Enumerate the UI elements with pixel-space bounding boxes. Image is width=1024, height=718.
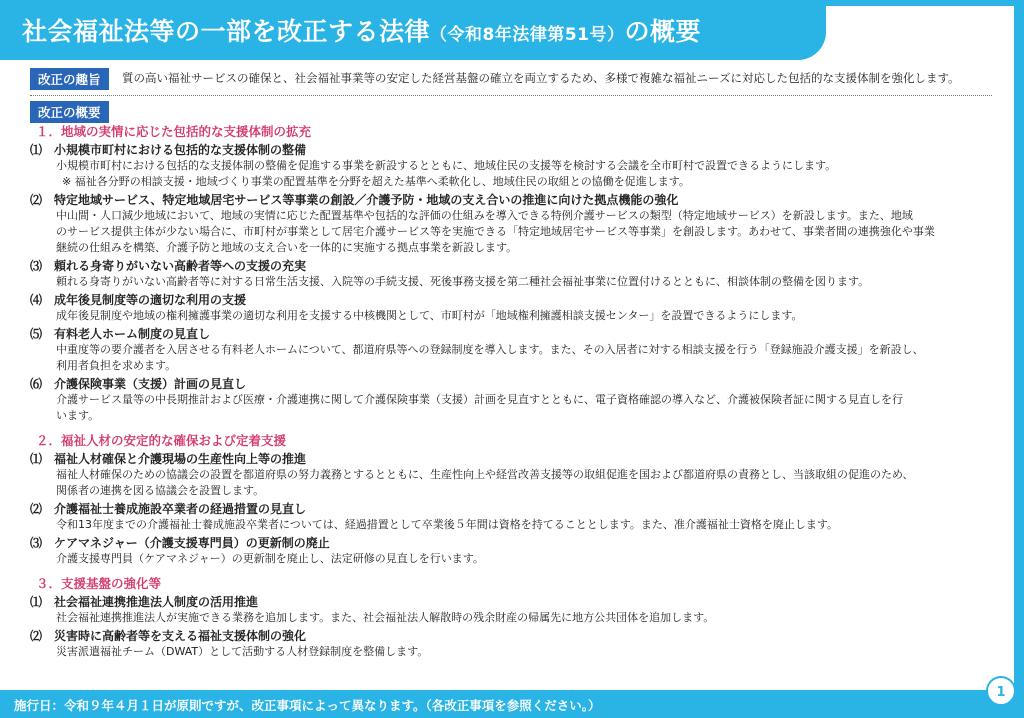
item-heading <box>30 450 1000 467</box>
item-heading <box>30 534 1000 551</box>
page-title <box>22 12 701 48</box>
item-title: 頼れる身寄りがいない高齢者等への支援の充実 <box>54 259 307 273</box>
item-title: 介護保険事業（支援）計画の見直し <box>54 377 247 391</box>
item-heading <box>30 593 1000 610</box>
item-title: 介護福祉士養成施設卒業者の経過措置の見直し <box>54 502 307 516</box>
item-title: 災害時に高齢者等を支える福祉支援体制の強化 <box>54 629 307 643</box>
item-heading <box>30 627 1000 644</box>
title-paren: （令和8年法律第51号） <box>430 25 625 45</box>
item-body-line: のサービス提供主体が少ない場合に、市町村が事業として居宅介護サービス等を実施できる「特定地域居宅サービス等事業」を創設します。あわせて、事業者間の連携強化や事業 <box>56 225 935 238</box>
item-body-line: 福祉人材確保のための協議会の設置を都道府県の努力義務とするとともに、生産性向上や経営改善支援等の取組促進を国および都道府県の責務とし、当該取組の促進のため、 <box>56 468 914 481</box>
item-title: 特定地域サービス、特定地域居宅サービス等事業の創設／介護予防・地域の支え合いの推進に向けた拠点機能の強化 <box>54 193 679 207</box>
item-number: ⑹ <box>30 377 43 391</box>
item-heading <box>30 257 1000 274</box>
item-body-line: 社会福祉連携推進法人が実施できる業務を追加します。また、社会福祉法人解散時の残余財産の帰属先に地方公共団体を追加します。 <box>56 611 715 624</box>
item-body-line: 中山間・人口減少地域において、地域の実情に応じた配置基準や包括的な評価の仕組みを導入できる特例介護サービスの類型（特定地域サービス）を新設します。また、地域 <box>56 209 913 222</box>
item-heading <box>30 141 1000 158</box>
item-body-line: 中重度等の要介護者を入居させる有料老人ホームについて、都道府県等への登録制度を導入します。また、その入居者に対する相談支援を行う「登録施設介護支援」を新設し、 <box>56 343 924 356</box>
item-title: ケアマネジャー（介護支援専門員）の更新制の廃止 <box>54 536 330 550</box>
item-heading <box>30 500 1000 517</box>
item-number: ⑶ <box>30 259 43 273</box>
item-number: ⑴ <box>30 143 43 157</box>
item-number: ⑵ <box>30 502 43 516</box>
item-title: 成年後見制度等の適切な利用の支援 <box>54 293 247 307</box>
item-title: 有料老人ホーム制度の見直し <box>54 327 211 341</box>
purpose-text: 質の高い福祉サービスの確保と、社会福祉事業等の安定した経営基盤の確立を両立するため、多様で複雑な福祉ニーズに対応した包括的な支援体制を強化します。 <box>122 71 960 85</box>
item-number: ⑸ <box>30 327 43 341</box>
item-body-line: 令和13年度までの介護福祉士養成施設卒業者については、経過措置として卒業後５年間は資格を持てることとします。また、准介護福祉士資格を廃止します。 <box>56 518 839 531</box>
item-heading <box>30 375 1000 392</box>
item-body-line: 関係者の連携を図る協議会を設置します。 <box>56 484 265 497</box>
item-body-line: 利用者負担を求めます。 <box>56 359 177 372</box>
footer-text: 施行日：令和９年４月１日が原則ですが、改正事項によって異なります。（各改正事項を参照ください。） <box>14 698 601 713</box>
item-number: ⑷ <box>30 293 43 307</box>
item-heading <box>30 291 1000 308</box>
purpose-label: 改正の趣旨 <box>30 68 109 90</box>
item-body-line: 介護支援専門員（ケアマネジャー）の更新制を廃止し、法定研修の見直しを行います。 <box>56 552 484 565</box>
title-tail: の概要 <box>624 17 702 46</box>
item-heading <box>30 325 1000 342</box>
item-body-line: 継続の仕組みを構築、介護予防と地域の支え合いを一体的に実施する拠点事業を新設します。 <box>56 241 518 254</box>
section-heading: １．地域の実情に応じた包括的な支援体制の拡充 <box>36 124 312 139</box>
item-number: ⑵ <box>30 629 43 643</box>
item-note: ※ 福祉各分野の相談支援・地域づくり事業の配置基準を分野を超えた基準へ柔軟化し、地域住民の取組との協働を促進します。 <box>62 175 690 188</box>
item-number: ⑴ <box>30 452 43 466</box>
page-number: 1 <box>986 676 1016 706</box>
item-title: 小規模市町村における包括的な支援体制の整備 <box>54 143 307 157</box>
overview-content <box>30 120 1000 660</box>
section-heading: ２．福祉人材の安定的な確保および定着支援 <box>36 433 287 448</box>
item-body-line: います。 <box>56 409 100 422</box>
item-title: 福祉人材確保と介護現場の生産性向上等の推進 <box>54 452 307 466</box>
section-heading: ３．支援基盤の強化等 <box>36 576 162 591</box>
title-main: 社会福祉法等の一部を改正する法律 <box>22 17 431 46</box>
item-body-line: 小規模市町村における包括的な支援体制の整備を促進する事業を新設するとともに、地域住民の支援等を検討する会議を全市町村で設置できるようにします。 <box>56 159 837 172</box>
item-body-line: 災害派遣福祉チーム（DWAT）として活動する人材登録制度を整備します。 <box>56 645 429 658</box>
item-title: 社会福祉連携推進法人制度の活用推進 <box>54 595 259 609</box>
item-number: ⑵ <box>30 193 43 207</box>
divider <box>30 95 992 96</box>
right-frame <box>1014 0 1024 718</box>
item-body-line: 成年後見制度や地域の権利擁護事業の適切な利用を支援する中核機関として、市町村が「地域権利擁護相談支援センター」を設置できるようにします。 <box>56 309 803 322</box>
overview-label: 改正の概要 <box>30 101 109 123</box>
item-number: ⑶ <box>30 536 43 550</box>
item-body-line: 介護サービス量等の中長期推計および医療・介護連携に関して介護保険事業（支援）計画を見直すとともに、電子資格確認の導入など、介護被保険者証に関する見直しを行 <box>56 393 903 406</box>
item-body-line: 頼れる身寄りがいない高齢者等に対する日常生活支援、入院等の手続支援、死後事務支援を第二種社会福祉事業に位置付けるとともに、相談体制の整備を図ります。 <box>56 275 870 288</box>
item-number: ⑴ <box>30 595 43 609</box>
item-heading <box>30 191 1000 208</box>
